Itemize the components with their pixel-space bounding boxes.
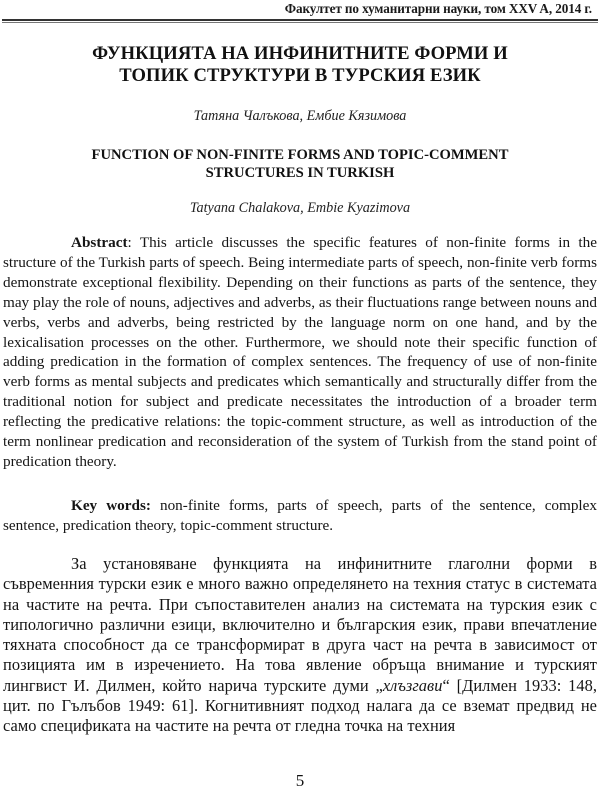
header-rule: [2, 19, 598, 23]
keywords-text: non-finite forms, parts of speech, parts of the sentence, complex sentence, predication theory, topic-comment structure.: [3, 497, 597, 534]
abstract-label: Abstract: [71, 234, 128, 251]
authors-bulgarian: Татяна Чалъкова, Ембие Кязимова: [193, 108, 407, 124]
title-bulgarian-line-1: ФУНКЦИЯТА НА ИНФИНИТНИТЕ ФОРМИ И: [92, 43, 508, 64]
body-text-part-2: “ [Дилмен 1933: 148, цит. по Гълъбов 1949: 61]. Когнитивният подход налага да се вземат предвид не само спецификата на частите на речта от гледна точка на техния: [3, 675, 597, 736]
page-number: 5: [295, 771, 305, 790]
title-bulgarian: [0, 43, 600, 87]
keywords-paragraph: [3, 496, 597, 536]
title-english-line-1: FUNCTION OF NON-FINITE FORMS AND TOPIC-COMMENT: [91, 147, 509, 163]
abstract-text: : This article discusses the specific features of non-finite forms in the structure of the Turkish parts of speech. Being intermediate parts of speech, non-finite verb forms demonstrate exceptional flexibility. Depending on their functions as parts of the sentence, they may play the role of nouns, adjectives and adverbs, as their fluctuations range between nouns and verbs, verbs and adverbs, being restricted by the language norm on one hand, and by the lexicalisation processes on the other. Furthermore, we should note their specific function of adding predication in the formation of complex sentences. The frequency of use of non-finite verb forms as mental subjects and predicates which semantically and structurally differ from the traditional notion for subject and predicate necessitates the introduction of a broader term reflecting the predicative relations: the topic-comment structure, as well as introduction of the term nonlinear predication and reconsideration of the system of Turkish from the stand point of predication theory.: [3, 234, 597, 470]
title-bulgarian-line-2: ТОПИК СТРУКТУРИ В ТУРСКИЯ ЕЗИК: [119, 65, 481, 86]
title-english-line-2: STRUCTURES IN TURKISH: [205, 165, 395, 181]
body-paragraph: [3, 554, 597, 737]
title-english: [0, 146, 600, 182]
body-text-part-1: За установяване функцията на инфинитните глаголни форми в съвременния турски език е много важно определянето на техния статус в системата на частите на речта. При съпоставителен анализ на системата на турския език с типологично различни езици, включително и българския език, прави впечатление тяхната способност да се трансформират в друга част на речта в зависимост от позицията им в изречението. На това явление обръща внимание и турският лингвист И. Дилмен, който нарича турските думи „: [3, 554, 597, 695]
keywords-label: Key words:: [71, 497, 151, 514]
body-italic-term: хлъзгави: [382, 675, 443, 695]
running-header: Факултет по хуманитарни науки, том XXV A, 2014 г.: [284, 1, 592, 16]
authors-english: Tatyana Chalakova, Embie Kyazimova: [189, 200, 411, 216]
abstract-paragraph: [3, 233, 597, 472]
